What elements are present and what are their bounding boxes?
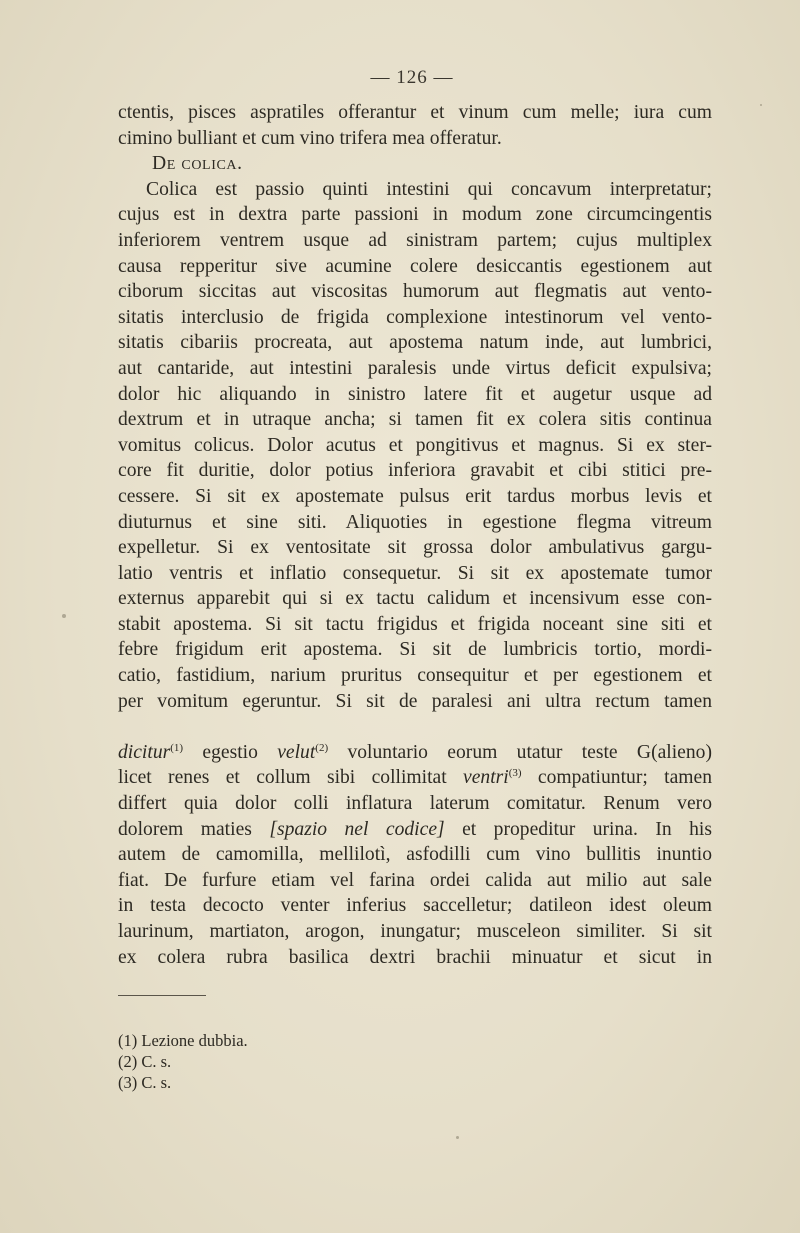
text-line: latio ventris et inflatio consequetur. Si sit ex apostemate tumor [118,562,712,584]
text-line: externus apparebit qui si ex tactu calidum et incensivum esse con- [118,588,712,610]
section-heading: De colica. [152,153,243,175]
text-run: dolorem maties [118,818,270,840]
text-run: licet renes et collum sibi collimitat [118,767,464,789]
italic-word: velut [277,741,316,763]
main-text [118,100,712,970]
text-line: core fit duritie, dolor potius inferiora gravabit et cibi stitici pre- [118,460,712,482]
footnote-ref: (2) [315,741,329,754]
footnote-ref: (3) [508,767,522,780]
text-line: febre frigidum erit apostema. Si sit de lumbricis tortio, mordi- [118,639,712,661]
text-line: diuturnus et sine siti. Aliquoties in egestione flegma vitreum [118,511,712,533]
footnote-ref: (1) [170,741,184,754]
italic-word: ventri [463,767,509,789]
text-line: sitatis cibariis procreata, aut apostema natum inde, aut lumbrici, [118,332,712,354]
text-line: cessere. Si sit ex apostemate pulsus erit tardus morbus levis et [118,485,712,507]
text-line: inferiorem ventrem usque ad sinistram partem; cujus multiplex [118,229,712,251]
text-line: fiat. De furfure etiam vel farina ordei calida aut milio aut sale [118,869,712,891]
paper-speck [760,104,762,106]
text-line: aut cantaride, aut intestini paralesis unde virtus deficit expulsiva; [118,357,712,379]
text-line-with-notes [118,740,712,766]
text-run: voluntario eorum utatur teste G(alieno) [328,741,712,763]
text-line: cimino bulliant et cum vino trifera mea offeratur. [118,127,502,149]
text-run: compatiuntur; tamen [521,767,712,789]
paper-speck [456,1136,459,1139]
text-line: ciborum siccitas aut viscositas humorum aut flegmatis aut vento- [118,281,712,303]
footnote-divider [118,995,206,996]
text-run: egestio [183,741,278,763]
text-line: dextrum et in utraque ancha; si tamen fit ex colera sitis continua [118,409,712,431]
text-line: Colica est passio quinti intestini qui concavum interpretatur; [146,178,712,200]
text-run: et propeditur urina. In his [444,818,712,840]
text-line: per vomitum egeruntur. Si sit de paralesi ani ultra rectum tamen [118,690,712,712]
text-line: dolor hic aliquando in sinistro latere fit et augetur usque ad [118,383,712,405]
text-line: autem de camomilla, mellilotì, asfodilli cum vino bullitis inuntio [118,844,712,866]
italic-word: dicitur [118,741,171,763]
text-line: ex colera rubra basilica dextri brachii minuatur et sicut in [118,946,712,968]
text-line: laurinum, martiaton, arogon, inungatur; musceleon similiter. Si sit [118,921,712,942]
footnotes [118,1030,248,1093]
editorial-note: [spazio nel codice] [269,818,445,840]
text-line: cujus est in dextra parte passioni in modum zone circumcingentis [118,204,712,226]
text-line: sitatis interclusio de frigida complexione intestinorum vel vento- [118,306,712,328]
text-line [118,714,712,740]
text-line: catio, fastidium, narium pruritus consequitur et per egestionem et [118,665,712,687]
text-line-with-notes [118,765,712,791]
text-line: differt quia dolor colli inflatura laterum comitatur. Renum vero [118,793,712,815]
text-line-with-note [118,817,712,843]
page-number: — 126 — [370,67,454,88]
text-line: ctentis, pisces aspratiles offerantur et vinum cum melle; iura cum [118,102,712,123]
footnote: (1) Lezione dubbia. [118,1031,248,1050]
text-line: vomitus colicus. Dolor acutus et pongitivus et magnus. Si ex ster- [118,434,712,456]
footnote: (2) C. s. [118,1052,172,1071]
text-line: stabit apostema. Si sit tactu frigidus et frigida noceant sine siti et [118,613,712,635]
paper-speck [62,614,66,618]
text-line: in testa decocto venter inferius saccelletur; datileon idest oleum [118,895,712,917]
text-line: expelletur. Si ex ventositate sit grossa dolor ambulativus gargu- [118,537,712,559]
text-line: causa repperitur sive acumine colere desiccantis egestionem aut [118,255,712,277]
footnote: (3) C. s. [118,1073,172,1092]
